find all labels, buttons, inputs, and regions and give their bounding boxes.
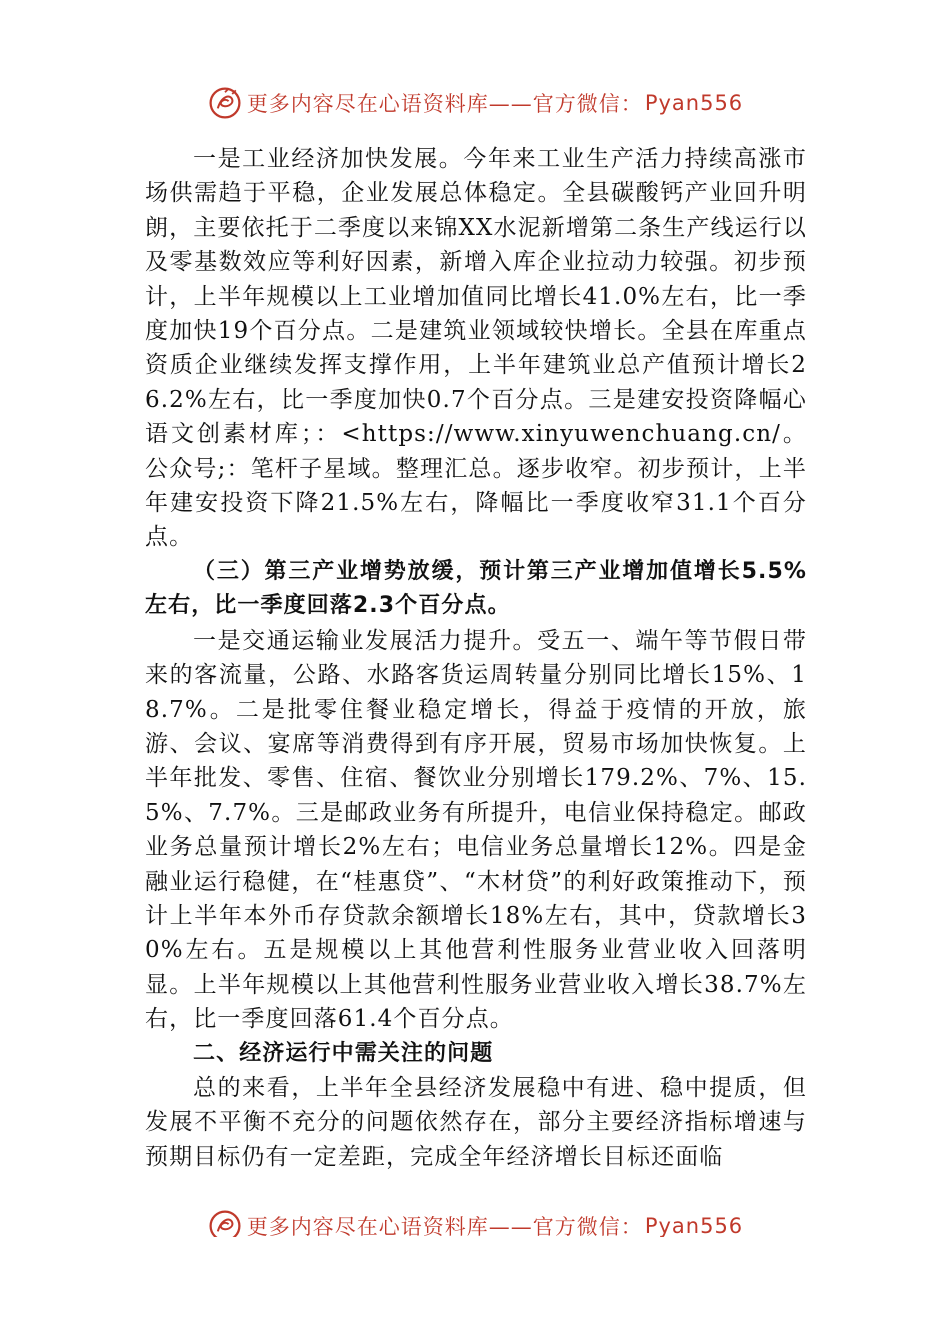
paragraph-industry-construction: 一是工业经济加快发展。今年来工业生产活力持续高涨市场供需趋于平稳，企业发展总体稳定。全县碳酸钙产业回升明朗，主要依托于二季度以来锦XX水泥新增第二条生产线运行以及零基数效应等利好因素，新增入库企业拉动力较强。初步预计，上半年规模以上工业增加值同比增长41.0%左右，比一季度加快19个百分点。二是建筑业领域较快增长。全县在库重点资质企业继续发挥支撑作用，上半年建筑业总产值预计增长26.2%左右，比一季度加快0.7个百分点。三是建安投资降幅心语文创素材库；：<https://www.xinyuwenchuang.cn/。公众号;：笔杆子星域。整理汇总。逐步收窄。初步预计，上半年建安投资下降21.5%左右，降幅比一季度收窄31.1个百分点。 bbox=[145, 146, 807, 551]
paragraph-tertiary-details: 一是交通运输业发展活力提升。受五一、端午等节假日带来的客流量，公路、水路客货运周转量分别同比增长15%、18.7%。二是批零住餐业稳定增长，得益于疫情的开放，旅游、会议、宴席等消费得到有序开展，贸易市场加快恢复。上半年批发、零售、住宿、餐饮业分别增长179.2%、7%、15.5%、7.7%。三是邮政业务有所提升，电信业保持稳定。邮政业务总量预计增长2%左右；电信业务总量增长12%。四是金融业运行稳健，在“桂惠贷”、“木材贷”的利好政策推动下，预计上半年本外币存贷款余额增长18%左右，其中，贷款增长30%左右。五是规模以上其他营利性服务业营业收入回落明显。上半年规模以上其他营利性服务业营业收入增长38.7%左右，比一季度回落61.4个百分点。 bbox=[145, 627, 807, 1033]
watermark-text: 更多内容尽在心语资料库——官方微信： bbox=[246, 1215, 643, 1237]
watermark-text: 更多内容尽在心语资料库——官方微信： bbox=[246, 92, 643, 116]
watermark-wechat-id: Pyan556 bbox=[644, 1214, 744, 1237]
paragraph-issues-intro: 总的来看，上半年全县经济发展稳中有进、稳中提质，但发展不平衡不充分的问题依然存在，部分主要经济指标增速与预期目标仍有一定差距，完成全年经济增长目标还面临 bbox=[145, 1074, 807, 1170]
section-heading: 二、经济运行中需关注的问题 bbox=[193, 1040, 494, 1066]
seal-logo-icon bbox=[207, 85, 243, 121]
watermark-footer bbox=[0, 1203, 950, 1237]
watermark-wechat-id: Pyan556 bbox=[644, 91, 744, 115]
watermark-header bbox=[0, 83, 950, 123]
paragraph-tertiary-summary: （三）第三产业增势放缓，预计第三产业增加值增长5.5%左右，比一季度回落2.3个百分点。 bbox=[145, 558, 807, 619]
document-body bbox=[145, 142, 807, 1174]
seal-logo-icon bbox=[207, 1208, 243, 1237]
